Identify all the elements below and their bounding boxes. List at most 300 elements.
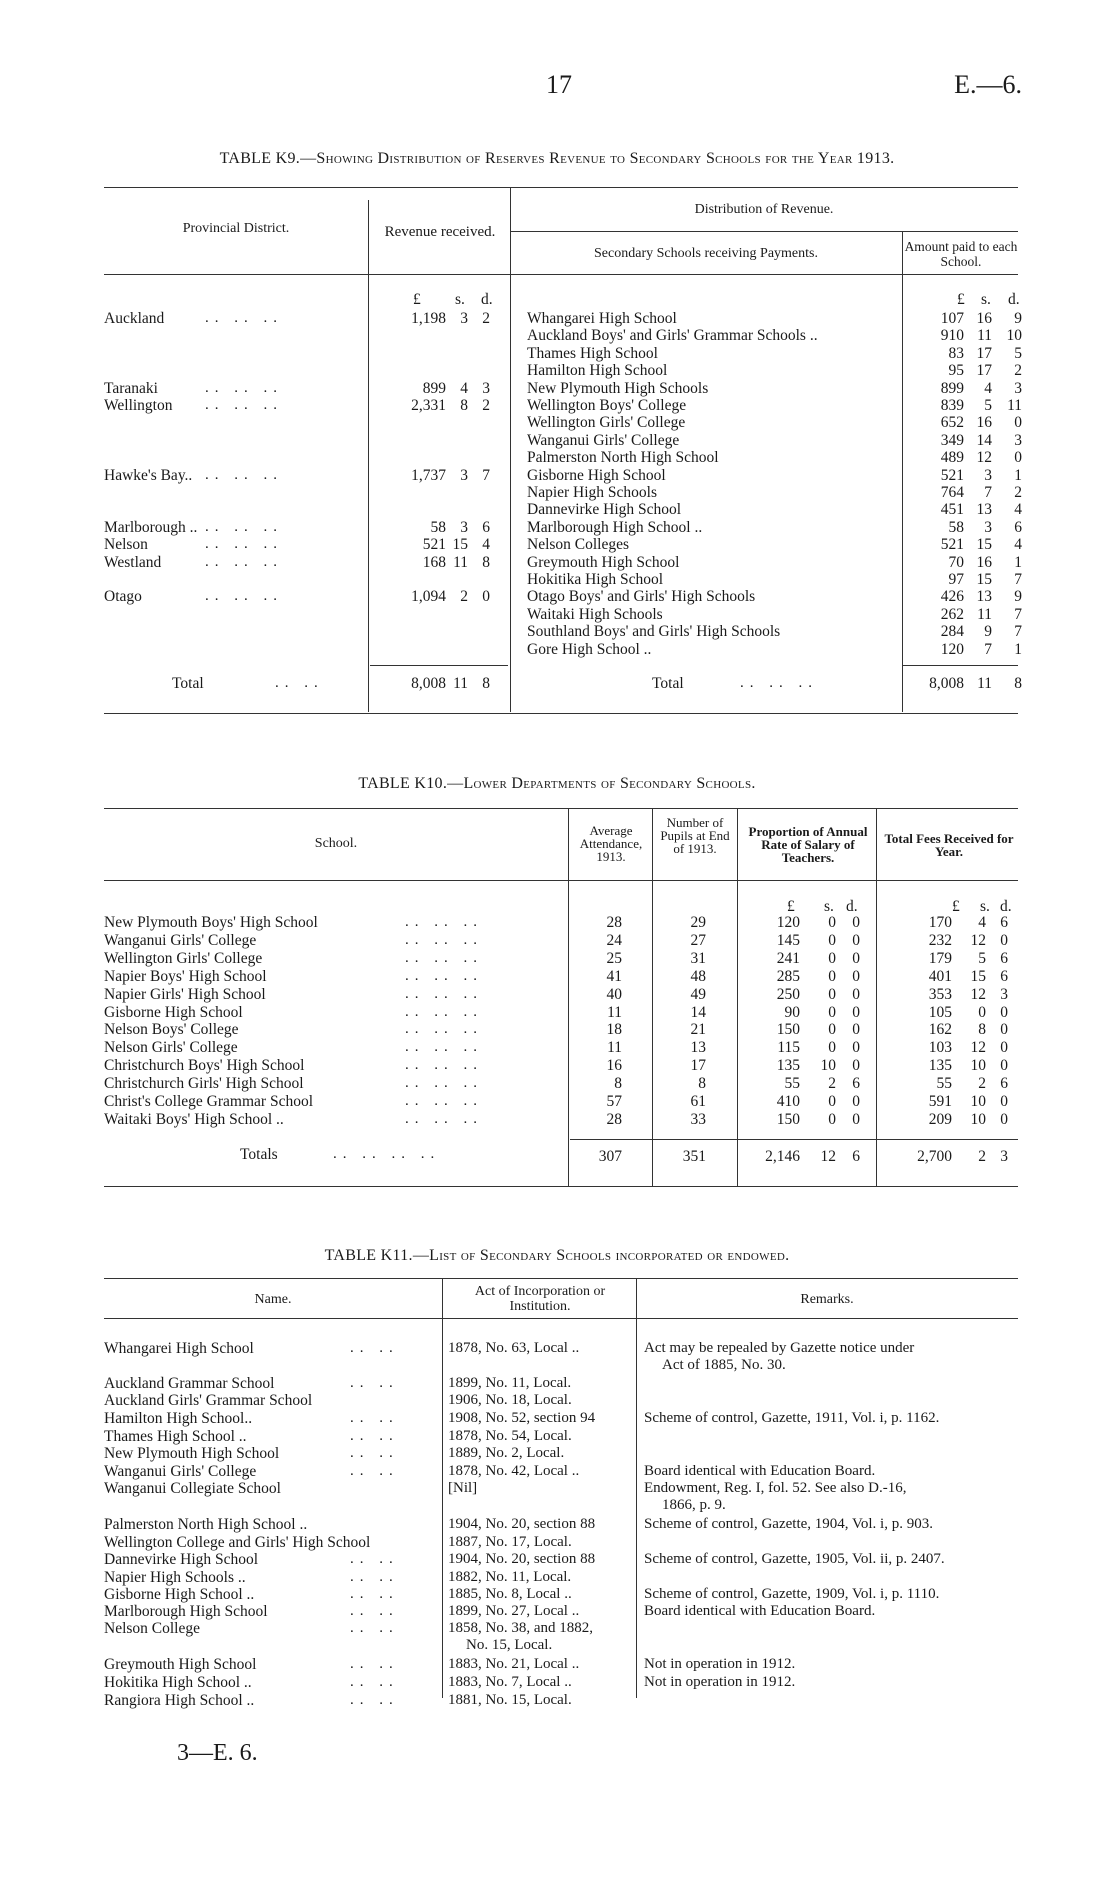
k9-total-l: 8,008 — [411, 675, 446, 692]
k10-pup: 8 — [698, 1075, 706, 1093]
k9-district-name: Marlborough .. — [104, 518, 198, 536]
k10-sal-s: 10 — [820, 1057, 836, 1075]
k11-name: Auckland Grammar School — [104, 1375, 275, 1392]
k9-school-s: 12 — [976, 449, 992, 467]
k9-district-s: 3 — [460, 466, 468, 484]
k10-fee-l: 55 — [936, 1075, 952, 1093]
k10-totals-label: Totals — [240, 1146, 278, 1163]
k9-unit-l-amt: £ — [957, 291, 965, 308]
k9-school-s: 7 — [984, 640, 992, 658]
k9-school-s: 15 — [976, 571, 992, 588]
k10-pup: 29 — [690, 914, 706, 931]
k9-h-district: Provincial District. — [182, 221, 290, 236]
k9-school-name: Southland Boys' and Girls' High Schools — [527, 623, 781, 641]
k11-act: 1887, No. 17, Local. — [448, 1534, 572, 1550]
k10-fee-s: 5 — [978, 949, 986, 967]
k10-title — [0, 775, 1114, 793]
k9-school-l: 764 — [940, 484, 964, 501]
k11-act: 1899, No. 11, Local. — [448, 1375, 572, 1391]
k10-leader: .. .. .. — [405, 985, 483, 1002]
k11-act: 1878, No. 63, Local .. — [448, 1340, 580, 1356]
k11-act: 1908, No. 52, section 94 — [448, 1410, 596, 1426]
k9-school-d: 7 — [1014, 571, 1022, 588]
k9-school-d: 7 — [1014, 605, 1022, 623]
k9-school-name: Gore High School .. — [527, 640, 652, 658]
k11-leader: .. .. — [350, 1445, 399, 1461]
k9-school-s: 16 — [976, 414, 992, 432]
k11-act: 1904, No. 20, section 88 — [448, 1516, 596, 1532]
k9-school-name: Wanganui Girls' College — [527, 431, 680, 449]
k11-remarks: Board identical with Education Board. — [644, 1603, 876, 1619]
k9-district-rev: 2,331 — [411, 397, 446, 414]
k9-school-name: Wellington Boys' College — [527, 397, 687, 414]
k10-fee-s: 8 — [978, 1021, 986, 1039]
k10-total-fs: 2 — [978, 1148, 986, 1165]
k9-school-s: 5 — [984, 397, 992, 414]
k11-leader: .. .. — [350, 1463, 399, 1479]
k9-district-rev: 899 — [422, 379, 446, 397]
k10-unit-l-fee: £ — [952, 898, 960, 915]
k11-act: 1883, No. 7, Local .. — [448, 1674, 572, 1690]
k9-district-name: Otago — [104, 588, 142, 606]
k10-total-fd: 3 — [1000, 1148, 1008, 1165]
k9-school-l: 521 — [940, 536, 964, 554]
k9-school-d: 1 — [1014, 640, 1022, 658]
k9-district-rev: 1,737 — [411, 466, 446, 484]
k11-title-rest: List of Secondary Schools incorporated or endowed. — [429, 1247, 790, 1264]
k9-school-l: 107 — [940, 310, 964, 327]
k10-title-rest: Lower Departments of Secondary Schools. — [463, 775, 756, 792]
k10-sal-d: 0 — [852, 1021, 860, 1039]
k11-remarks: Not in operation in 1912. — [644, 1674, 796, 1690]
k11-act: 1881, No. 15, Local. — [448, 1692, 572, 1708]
k10-att: 28 — [606, 1110, 622, 1128]
k9-school-d: 0 — [1014, 414, 1022, 432]
k11-act: [Nil] — [448, 1480, 478, 1496]
page-reference: E.—6. — [954, 70, 1022, 99]
k11-remarks: Act may be repealed by Gazette notice under — [644, 1340, 915, 1356]
k10-sal-s: 0 — [828, 1110, 836, 1128]
k9-leader: .. .. .. — [205, 553, 283, 570]
k10-leader: .. .. .. — [405, 931, 483, 948]
k10-fee-s: 10 — [970, 1093, 986, 1110]
k11-name: Auckland Girls' Grammar School — [104, 1392, 313, 1409]
k9-unit-d-amt: d. — [1008, 291, 1020, 308]
k10-unit-d-fee: d. — [1000, 898, 1012, 915]
k10-h-salary: Proportion of Annual Rate of Salary of Teachers. — [748, 824, 868, 865]
k10-sal-l: 90 — [784, 1003, 800, 1021]
k11-name: Wanganui Girls' College — [104, 1463, 257, 1480]
k9-school-name: New Plymouth High Schools — [527, 379, 709, 397]
k9-district-s: 8 — [460, 397, 468, 414]
k10-school-name: Napier Boys' High School — [104, 967, 267, 985]
k9-school-l: 451 — [940, 501, 964, 519]
k10-sal-d: 0 — [852, 1093, 860, 1110]
k10-fee-s: 15 — [970, 967, 986, 985]
page-number: 17 — [546, 70, 572, 99]
k10-fee-s: 4 — [978, 914, 986, 931]
k11-name: Hamilton High School.. — [104, 1410, 253, 1427]
k9-school-l: 97 — [948, 571, 964, 588]
k11-remarks: Scheme of control, Gazette, 1904, Vol. i, p. 903. — [644, 1516, 933, 1532]
k10-sal-s: 0 — [828, 1093, 836, 1110]
k9-school-name: Napier High Schools — [527, 484, 658, 501]
k9-school-l: 910 — [940, 327, 964, 345]
k9-school-s: 14 — [976, 431, 992, 449]
k10-school-name: Waitaki Boys' High School .. — [104, 1110, 284, 1128]
k10-h-school: School. — [314, 836, 358, 851]
k10-fee-s: 12 — [970, 931, 986, 949]
k10-sal-d: 0 — [852, 1057, 860, 1075]
k11-leader: .. .. — [350, 1692, 399, 1708]
k10-fee-s: 12 — [970, 1039, 986, 1057]
k9-district-rev: 521 — [422, 536, 446, 554]
k11-h-remarks: Remarks. — [800, 1292, 854, 1307]
k10-fee-d: 0 — [1000, 1039, 1008, 1057]
k10-fee-d: 6 — [1000, 1075, 1008, 1093]
k9-district-s: 2 — [460, 588, 468, 606]
k9-total-leader: .. .. — [275, 675, 324, 691]
k9-school-l: 489 — [940, 449, 964, 467]
k10-sal-l: 150 — [776, 1021, 800, 1039]
k9-school-d: 1 — [1014, 466, 1022, 484]
k9-vrule-3 — [902, 232, 903, 712]
k10-sal-s: 0 — [828, 949, 836, 967]
k9-district-s: 4 — [460, 379, 468, 397]
k9-header-rule — [104, 274, 1018, 275]
k10-vrule-2 — [652, 808, 653, 1186]
k10-att: 11 — [607, 1003, 622, 1021]
k9-school-l: 120 — [940, 640, 964, 658]
k10-fee-l: 135 — [928, 1057, 952, 1075]
k11-act: 1878, No. 42, Local .. — [448, 1463, 580, 1479]
k11-remarks: Scheme of control, Gazette, 1909, Vol. i, p. 1110. — [644, 1586, 940, 1602]
k10-fee-l: 103 — [928, 1039, 952, 1057]
k10-total-sd: 6 — [852, 1148, 860, 1165]
k10-top-rule — [104, 808, 1018, 809]
k10-sal-l: 285 — [776, 967, 800, 985]
k10-att: 57 — [606, 1093, 622, 1110]
k10-pup: 14 — [690, 1003, 706, 1021]
k10-fee-d: 0 — [1000, 931, 1008, 949]
k10-fee-l: 179 — [928, 949, 952, 967]
k9-unit-l-rev: £ — [413, 291, 421, 308]
k9-school-s: 15 — [976, 536, 992, 554]
k10-total-att: 307 — [598, 1148, 622, 1165]
k10-fee-d: 6 — [1000, 914, 1008, 931]
k9-total-rule-rev — [370, 665, 508, 666]
k11-name: Gisborne High School .. — [104, 1586, 255, 1603]
k10-leader: .. .. .. — [405, 967, 483, 984]
k11-leader: .. .. — [350, 1603, 399, 1619]
k9-total-amt-d: 8 — [1014, 675, 1022, 692]
k10-fee-s: 0 — [978, 1003, 986, 1021]
k11-act: 1906, No. 18, Local. — [448, 1392, 572, 1408]
k10-fee-s: 10 — [970, 1110, 986, 1128]
k10-sal-d: 0 — [852, 967, 860, 985]
k10-unit-l-sal: £ — [787, 898, 795, 915]
k11-name: Palmerston North High School .. — [104, 1516, 308, 1533]
k11-h-act: Act of Incorporation or Institution. — [474, 1284, 606, 1314]
k10-school-name: Wanganui Girls' College — [104, 931, 257, 949]
k9-district-s: 15 — [452, 536, 468, 554]
k9-school-l: 426 — [940, 588, 964, 606]
k9-total-s: 11 — [453, 675, 468, 692]
k9-school-s: 7 — [984, 484, 992, 501]
k10-sal-s: 0 — [828, 914, 836, 931]
k9-district-s: 3 — [460, 518, 468, 536]
k10-sal-d: 6 — [852, 1075, 860, 1093]
k11-header-rule — [104, 1318, 1018, 1319]
k11-name: Whangarei High School — [104, 1340, 254, 1357]
k10-fee-s: 2 — [978, 1075, 986, 1093]
k10-leader: .. .. .. — [405, 1075, 483, 1092]
k10-title-prefix: TABLE K10.— — [358, 775, 464, 792]
k9-school-d: 2 — [1014, 362, 1022, 380]
k11-name: New Plymouth High School — [104, 1445, 280, 1462]
k9-school-name: Auckland Boys' and Girls' Grammar Schools .. — [527, 327, 818, 345]
k10-fee-s: 10 — [970, 1057, 986, 1075]
k11-act: 1882, No. 11, Local. — [448, 1569, 572, 1585]
k9-school-name: Otago Boys' and Girls' High Schools — [527, 588, 756, 606]
k11-leader: .. .. — [350, 1410, 399, 1426]
k10-att: 11 — [607, 1039, 622, 1057]
k10-school-name: Christchurch Girls' High School — [104, 1075, 304, 1093]
k9-unit-d-rev: d. — [481, 291, 493, 308]
k9-district-d: 2 — [482, 397, 490, 414]
k9-district-rev: 1,094 — [411, 588, 446, 606]
k10-pup: 13 — [690, 1039, 706, 1057]
k10-sal-s: 2 — [828, 1075, 836, 1093]
k10-unit-s-fee: s. — [980, 898, 990, 915]
k9-district-name: Auckland — [104, 310, 165, 327]
k9-district-s: 3 — [460, 310, 468, 327]
k10-vrule-4 — [876, 808, 877, 1186]
k9-school-s: 9 — [984, 623, 992, 641]
k9-title-rest: Showing Distribution of Reserves Revenue to Secondary Schools for the Year 1913. — [316, 150, 895, 167]
k9-school-d: 7 — [1014, 623, 1022, 641]
k10-leader: .. .. .. — [405, 1093, 483, 1109]
k9-total-label-2: Total — [652, 675, 684, 692]
k10-sal-s: 0 — [828, 985, 836, 1003]
k11-act: 1858, No. 38, and 1882, — [448, 1620, 593, 1636]
k10-sal-l: 250 — [776, 985, 800, 1003]
k11-leader: .. .. — [350, 1375, 399, 1391]
k10-sal-s: 0 — [828, 1021, 836, 1039]
k10-att: 41 — [606, 967, 622, 985]
k9-school-l: 349 — [940, 431, 964, 449]
k9-school-s: 11 — [977, 605, 992, 623]
k10-school-name: Christ's College Grammar School — [104, 1093, 314, 1110]
k9-bottom-rule — [104, 713, 1018, 714]
k9-school-l: 284 — [940, 623, 964, 641]
k9-district-name: Hawke's Bay.. — [104, 466, 193, 484]
k11-act-cont: No. 15, Local. — [466, 1637, 553, 1653]
k9-school-s: 3 — [984, 518, 992, 536]
k11-name: Thames High School .. — [104, 1428, 247, 1445]
k10-bottom-rule — [104, 1186, 1018, 1187]
k9-district-d: 6 — [482, 518, 490, 536]
k11-name: Nelson College — [104, 1620, 200, 1637]
k9-subheader-rule — [510, 231, 1018, 232]
k10-leader: .. .. .. — [405, 1110, 483, 1127]
k10-h-fees: Total Fees Received for Year. — [884, 831, 1014, 859]
k10-sal-l: 120 — [776, 914, 800, 931]
k10-header-rule — [104, 880, 1018, 881]
k9-district-rev: 1,198 — [411, 310, 446, 327]
k9-district-d: 7 — [482, 466, 490, 484]
k10-fee-d: 0 — [1000, 1093, 1008, 1110]
k9-school-s: 16 — [976, 310, 992, 327]
k10-fee-d: 0 — [1000, 1110, 1008, 1128]
k10-pup: 27 — [690, 931, 706, 949]
k9-school-name: Gisborne High School — [527, 466, 666, 484]
k10-att: 8 — [614, 1075, 622, 1093]
k9-school-d: 10 — [1006, 327, 1022, 345]
k11-name: Wanganui Collegiate School — [104, 1480, 281, 1497]
k10-school-name: Nelson Boys' College — [104, 1021, 239, 1039]
k10-fee-d: 6 — [1000, 949, 1008, 967]
k10-h-pupils: Number of Pupils at End of 1913. — [660, 815, 730, 856]
k11-leader: .. .. — [350, 1620, 399, 1636]
k11-title-prefix: TABLE K11.— — [324, 1247, 430, 1264]
k11-name: Marlborough High School — [104, 1603, 268, 1620]
k9-leader: .. .. .. — [205, 397, 283, 413]
k9-title — [0, 150, 1114, 168]
k10-sal-l: 115 — [777, 1039, 800, 1057]
k9-district-d: 0 — [482, 588, 490, 606]
k9-title-prefix: TABLE K9.— — [219, 150, 317, 167]
k9-leader: .. .. .. — [205, 518, 283, 535]
k9-district-d: 4 — [482, 536, 490, 554]
k9-school-d: 3 — [1014, 431, 1022, 449]
k10-att: 25 — [606, 949, 622, 967]
k10-totals-leader: .. .. .. .. — [333, 1146, 441, 1162]
k10-fee-l: 105 — [928, 1003, 952, 1021]
k9-h-revenue: Revenue received. — [384, 224, 496, 240]
k10-unit-s-sal: s. — [824, 898, 834, 915]
k9-district-d: 8 — [482, 553, 490, 571]
k10-fee-d: 0 — [1000, 1003, 1008, 1021]
k11-act: 1883, No. 21, Local .. — [448, 1656, 580, 1672]
k9-school-d: 5 — [1014, 344, 1022, 362]
k10-pup: 21 — [690, 1021, 706, 1039]
k10-sal-s: 0 — [828, 1003, 836, 1021]
k9-unit-s-amt: s. — [981, 291, 991, 308]
k9-school-name: Hamilton High School — [527, 362, 668, 380]
k9-school-l: 262 — [940, 605, 964, 623]
k9-school-d: 0 — [1014, 449, 1022, 467]
k9-district-rev: 58 — [430, 518, 446, 536]
k10-sal-d: 0 — [852, 985, 860, 1003]
k9-district-name: Westland — [104, 553, 162, 571]
k10-att: 40 — [606, 985, 622, 1003]
k11-title — [0, 1247, 1114, 1265]
k9-school-l: 521 — [940, 466, 964, 484]
k10-school-name: Christchurch Boys' High School — [104, 1057, 305, 1075]
k9-school-name: Hokitika High School — [527, 571, 664, 588]
k9-leader: .. .. .. — [205, 379, 283, 396]
k10-sal-l: 55 — [784, 1075, 800, 1093]
k9-leader: .. .. .. — [205, 588, 283, 605]
k10-fee-l: 232 — [928, 931, 952, 949]
k9-unit-s-rev: s. — [455, 291, 465, 308]
k10-leader: .. .. .. — [405, 1039, 483, 1056]
k11-leader: .. .. — [350, 1428, 399, 1444]
k10-sal-d: 0 — [852, 931, 860, 949]
k9-school-d: 3 — [1014, 379, 1022, 397]
k9-school-name: Whangarei High School — [527, 310, 677, 327]
k11-name: Hokitika High School .. — [104, 1674, 252, 1691]
k9-school-l: 899 — [940, 379, 964, 397]
k9-school-d: 4 — [1014, 536, 1022, 554]
k11-remarks-cont: Act of 1885, No. 30. — [662, 1357, 786, 1373]
k9-school-s: 13 — [976, 501, 992, 519]
k11-name: Rangiora High School .. — [104, 1692, 255, 1709]
k9-district-name: Taranaki — [104, 379, 158, 397]
k10-school-name: New Plymouth Boys' High School — [104, 914, 318, 931]
k11-name: Wellington College and Girls' High School — [104, 1534, 371, 1551]
k10-fee-d: 0 — [1000, 1021, 1008, 1039]
k9-district-name: Nelson — [104, 536, 148, 554]
k9-school-s: 17 — [976, 362, 992, 380]
k10-school-name: Gisborne High School — [104, 1003, 243, 1021]
k11-leader: .. .. — [350, 1340, 399, 1356]
k10-total-ss: 12 — [820, 1148, 836, 1165]
k11-name: Dannevirke High School — [104, 1551, 259, 1568]
k10-att: 24 — [606, 931, 622, 949]
k9-school-d: 9 — [1014, 310, 1022, 327]
k10-sal-d: 0 — [852, 1039, 860, 1057]
k10-pup: 31 — [690, 949, 706, 967]
k10-leader: .. .. .. — [405, 1021, 483, 1038]
k10-att: 16 — [606, 1057, 622, 1075]
k10-pup: 48 — [690, 967, 706, 985]
k9-school-l: 652 — [940, 414, 964, 432]
k11-leader: .. .. — [350, 1586, 399, 1602]
k10-fee-s: 12 — [970, 985, 986, 1003]
k9-vrule-2 — [510, 188, 511, 712]
k10-leader: .. .. .. — [405, 949, 483, 966]
k11-leader: .. .. — [350, 1674, 399, 1690]
k10-total-fl: 2,700 — [917, 1148, 952, 1165]
k11-name: Greymouth High School — [104, 1656, 257, 1673]
k11-top-rule — [104, 1278, 1018, 1279]
k9-total-rule-amt — [902, 665, 1018, 666]
k11-act: 1899, No. 27, Local .. — [448, 1603, 580, 1619]
k11-act: 1878, No. 54, Local. — [448, 1428, 572, 1444]
k11-remarks-cont: 1866, p. 9. — [662, 1497, 726, 1513]
k9-school-s: 11 — [977, 327, 992, 345]
k9-total-amt-l: 8,008 — [929, 675, 964, 692]
k9-leader: .. .. .. — [205, 536, 283, 553]
k11-leader: .. .. — [350, 1569, 399, 1585]
k11-leader: .. .. — [350, 1656, 399, 1672]
k11-remarks: Not in operation in 1912. — [644, 1656, 796, 1672]
k11-leader: .. .. — [350, 1551, 399, 1567]
k9-school-l: 58 — [948, 518, 964, 536]
k9-h-distribution: Distribution of Revenue. — [694, 202, 834, 217]
k9-school-l: 839 — [940, 397, 964, 414]
k10-vrule-3 — [737, 808, 738, 1186]
k10-sal-d: 0 — [852, 949, 860, 967]
k9-school-s: 17 — [976, 344, 992, 362]
k9-top-rule — [104, 187, 1018, 188]
k11-name: Napier High Schools .. — [104, 1569, 246, 1586]
k10-pup: 49 — [690, 985, 706, 1003]
page-footer: 3—E. 6. — [177, 1740, 258, 1766]
k9-school-d: 1 — [1014, 553, 1022, 571]
